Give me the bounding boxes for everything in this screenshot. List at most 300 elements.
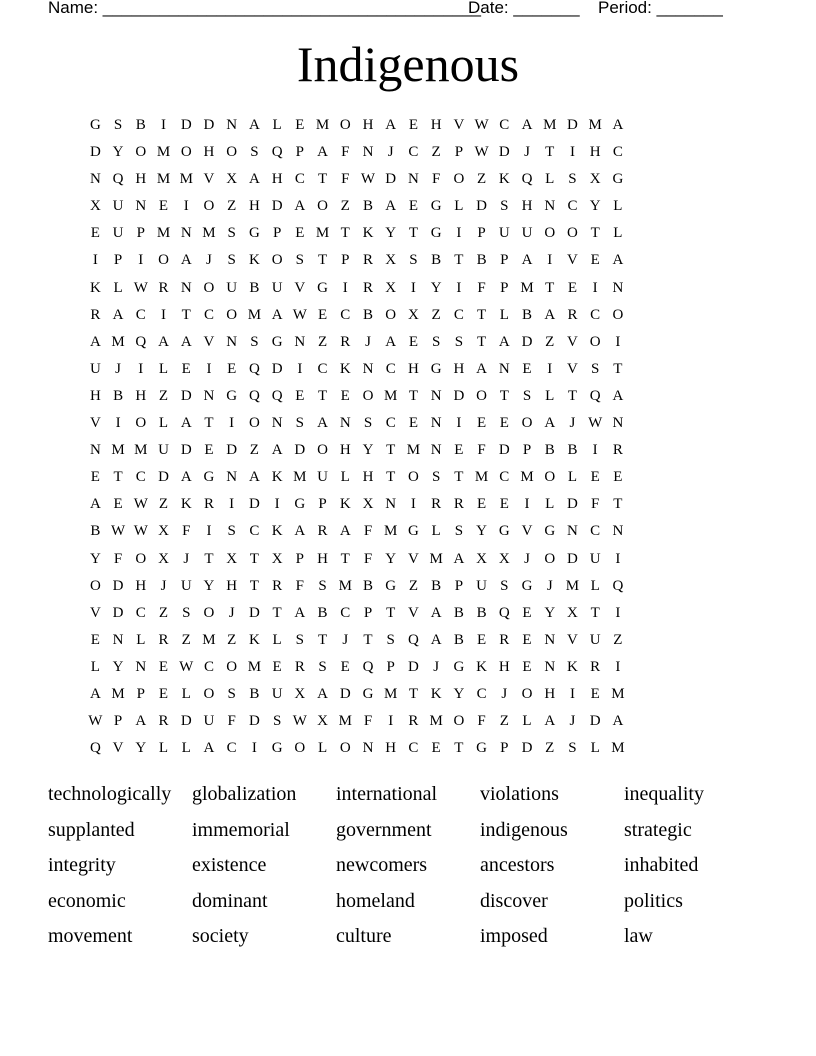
grid-letter: H: [317, 550, 328, 567]
grid-letter: S: [318, 658, 327, 675]
grid-letter: F: [477, 713, 486, 730]
grid-letter: K: [430, 685, 442, 702]
grid-letter: U: [521, 225, 533, 242]
grid-letter: B: [431, 252, 442, 269]
grid-letter: X: [408, 306, 419, 323]
grid-letter: C: [453, 306, 464, 323]
grid-letter: W: [588, 415, 603, 432]
grid-letter: H: [362, 469, 374, 486]
grid-letter: D: [180, 442, 192, 459]
grid-letter: D: [226, 442, 238, 459]
grid-letter: E: [567, 279, 578, 296]
grid-letter: S: [431, 469, 441, 486]
grid-letter: X: [294, 685, 306, 702]
grid-letter: H: [453, 360, 465, 377]
grid-letter: R: [203, 496, 214, 513]
grid-letter: I: [388, 713, 394, 730]
grid-letter: B: [522, 306, 533, 323]
grid-letter: B: [90, 523, 101, 540]
grid-letter: H: [430, 117, 442, 133]
grid-letter: E: [431, 740, 441, 757]
grid-letter: O: [453, 171, 465, 188]
grid-letter: H: [271, 171, 283, 188]
grid-letter: L: [545, 496, 555, 513]
grid-letter: E: [317, 306, 328, 323]
grid-letter: T: [317, 387, 328, 404]
grid-letter: V: [567, 360, 578, 377]
grid-letter: A: [339, 523, 351, 540]
word-bank-row: [48, 815, 768, 851]
grid-letter: B: [362, 198, 373, 215]
grid-letter: E: [181, 360, 191, 377]
grid-letter: B: [567, 442, 578, 459]
grid-letter: L: [431, 523, 441, 540]
grid-letter: M: [338, 577, 352, 594]
grid-letter: J: [524, 144, 530, 161]
grid-letter: S: [182, 604, 191, 621]
grid-letter: G: [612, 171, 624, 188]
grid-letter: M: [156, 144, 171, 161]
grid-letter: N: [430, 387, 442, 404]
grid-letter: M: [247, 658, 262, 675]
grid-letter: K: [339, 360, 351, 377]
grid-letter: T: [386, 442, 396, 459]
grid-letter: C: [499, 469, 510, 486]
grid-letter: S: [227, 252, 236, 269]
grid-letter: U: [589, 631, 601, 648]
grid-letter: E: [408, 117, 418, 133]
grid-letter: G: [476, 740, 487, 757]
grid-letter: T: [317, 171, 328, 188]
grid-letter: D: [271, 198, 283, 215]
grid-letter: T: [545, 279, 555, 296]
grid-letter: Y: [89, 550, 101, 567]
grid-letter: R: [408, 713, 419, 730]
grid-letter: B: [476, 604, 487, 621]
grid-letter: E: [522, 604, 532, 621]
grid-letter: Y: [112, 144, 124, 161]
grid-letter: J: [342, 631, 349, 648]
grid-letter: Z: [499, 713, 509, 730]
grid-letter: B: [317, 604, 328, 621]
grid-letter: Z: [476, 171, 487, 188]
grid-letter: Q: [498, 604, 510, 621]
grid-letter: I: [251, 740, 257, 757]
grid-letter: T: [317, 631, 328, 648]
grid-letter: C: [135, 604, 146, 621]
grid-letter: A: [248, 171, 260, 188]
grid-letter: W: [179, 658, 194, 675]
word-bank-item: culture: [336, 925, 392, 948]
grid-letter: H: [203, 144, 215, 161]
grid-letter: Z: [545, 333, 555, 350]
grid-letter: W: [133, 523, 148, 540]
word-bank-item: technologically: [48, 783, 172, 805]
grid-letter: Y: [544, 604, 556, 621]
grid-letter: P: [295, 550, 304, 567]
grid-letter: D: [521, 740, 533, 757]
grid-letter: B: [453, 631, 464, 648]
grid-letter: R: [158, 631, 169, 648]
grid-letter: V: [408, 604, 419, 621]
grid-letter: A: [89, 333, 101, 350]
grid-letter: C: [317, 360, 328, 377]
grid-letter: G: [248, 225, 260, 242]
grid-letter: G: [294, 496, 306, 513]
grid-letter: T: [340, 550, 350, 567]
grid-letter: T: [204, 415, 214, 432]
grid-letter: Z: [158, 604, 169, 621]
grid-letter: X: [226, 550, 238, 567]
grid-letter: F: [182, 523, 191, 540]
grid-letter: O: [521, 685, 533, 702]
grid-letter: Z: [158, 496, 169, 513]
grid-letter: A: [612, 387, 624, 404]
grid-letter: I: [183, 198, 189, 215]
grid-letter: P: [386, 658, 395, 675]
grid-letter: N: [89, 171, 101, 188]
grid-letter: E: [522, 631, 532, 648]
grid-letter: N: [294, 333, 306, 350]
grid-letter: N: [180, 279, 192, 296]
grid-letter: Z: [613, 631, 623, 648]
grid-letter: Q: [135, 333, 147, 350]
grid-letter: Q: [521, 171, 533, 188]
grid-letter: M: [315, 225, 330, 242]
grid-letter: K: [362, 225, 374, 242]
grid-letter: G: [430, 360, 442, 377]
grid-letter: F: [341, 144, 350, 161]
grid-letter: C: [203, 306, 214, 323]
grid-letter: E: [454, 442, 464, 459]
grid-letter: I: [274, 496, 280, 513]
grid-letter: P: [363, 604, 373, 621]
grid-letter: T: [545, 144, 555, 161]
grid-letter: N: [271, 415, 283, 432]
grid-row: [84, 682, 629, 709]
grid-letter: E: [590, 252, 600, 269]
grid-letter: X: [317, 713, 328, 730]
grid-letter: T: [613, 360, 623, 377]
word-bank-row: [48, 886, 768, 922]
grid-letter: R: [499, 631, 510, 648]
grid-letter: N: [544, 658, 556, 675]
grid-letter: H: [135, 577, 147, 594]
grid-row: [84, 140, 629, 167]
grid-letter: G: [271, 740, 283, 757]
grid-letter: Z: [340, 198, 350, 215]
grid-letter: G: [89, 117, 101, 133]
grid-letter: Y: [385, 225, 397, 242]
grid-letter: L: [272, 631, 282, 648]
grid-letter: I: [410, 496, 416, 513]
grid-letter: M: [202, 225, 216, 242]
grid-letter: M: [384, 685, 398, 702]
grid-letter: J: [206, 252, 212, 269]
grid-row: [84, 276, 629, 303]
grid-letter: O: [339, 117, 351, 133]
grid-letter: O: [135, 144, 147, 161]
worksheet-header: [48, 0, 748, 18]
grid-letter: I: [615, 550, 621, 567]
grid-letter: C: [135, 306, 146, 323]
grid-letter: M: [611, 740, 625, 757]
grid-letter: H: [362, 117, 374, 133]
grid-letter: C: [135, 469, 146, 486]
grid-letter: E: [499, 415, 509, 432]
grid-letter: I: [92, 252, 98, 269]
grid-letter: P: [295, 144, 304, 161]
grid-letter: S: [431, 333, 441, 350]
grid-letter: L: [613, 225, 623, 242]
grid-letter: O: [203, 279, 215, 296]
grid-letter: G: [385, 577, 397, 594]
grid-letter: O: [180, 144, 192, 161]
grid-letter: V: [112, 740, 124, 757]
grid-letter: T: [454, 740, 464, 757]
grid-letter: A: [317, 685, 328, 702]
grid-letter: W: [110, 523, 126, 540]
grid-letter: D: [521, 333, 533, 350]
grid-row: [84, 601, 629, 628]
grid-letter: Z: [227, 198, 237, 215]
grid-letter: W: [474, 117, 489, 133]
grid-letter: O: [226, 144, 238, 161]
grid-letter: C: [340, 306, 351, 323]
grid-letter: I: [569, 685, 575, 702]
grid-letter: U: [203, 713, 215, 730]
grid-letter: D: [203, 117, 215, 133]
grid-letter: P: [341, 252, 350, 269]
grid-letter: I: [161, 306, 167, 323]
grid-letter: D: [567, 550, 578, 567]
grid-letter: I: [229, 496, 235, 513]
grid-letter: V: [453, 117, 465, 133]
grid-letter: V: [89, 604, 101, 621]
grid-letter: S: [500, 198, 509, 215]
grid-letter: P: [500, 740, 509, 757]
grid-letter: L: [499, 306, 509, 323]
grid-letter: O: [271, 252, 283, 269]
grid-letter: W: [474, 144, 489, 161]
grid-letter: R: [272, 577, 283, 594]
grid-letter: C: [249, 523, 260, 540]
grid-letter: C: [567, 198, 578, 215]
grid-letter: T: [408, 387, 418, 404]
grid-letter: Y: [203, 577, 215, 594]
grid-letter: B: [431, 577, 442, 594]
grid-letter: K: [476, 658, 487, 675]
grid-letter: E: [522, 360, 532, 377]
grid-letter: N: [226, 469, 238, 486]
grid-letter: T: [454, 469, 464, 486]
grid-letter: S: [568, 171, 577, 188]
word-bank: [48, 779, 768, 957]
grid-letter: F: [341, 171, 350, 188]
grid-letter: A: [248, 469, 260, 486]
grid-letter: P: [136, 225, 145, 242]
grid-letter: E: [204, 442, 214, 459]
grid-letter: K: [498, 171, 510, 188]
grid-letter: O: [203, 198, 215, 215]
grid-letter: H: [135, 387, 147, 404]
grid-letter: U: [180, 577, 192, 594]
grid-row: [84, 465, 629, 492]
grid-letter: C: [385, 360, 396, 377]
grid-letter: I: [410, 279, 416, 296]
grid-letter: O: [294, 740, 306, 757]
grid-letter: D: [498, 144, 510, 161]
grid-letter: W: [292, 306, 307, 323]
grid-letter: M: [565, 577, 580, 594]
grid-letter: M: [293, 469, 307, 486]
grid-letter: T: [567, 387, 578, 404]
grid-letter: M: [384, 523, 398, 540]
grid-row: [84, 248, 629, 275]
grid-letter: A: [430, 604, 442, 621]
word-bank-item: indigenous: [480, 818, 568, 841]
grid-letter: U: [158, 442, 169, 459]
grid-letter: M: [429, 713, 443, 730]
grid-letter: J: [228, 604, 235, 621]
grid-letter: M: [611, 685, 625, 702]
grid-row: [84, 438, 629, 465]
grid-letter: X: [89, 198, 101, 215]
grid-letter: N: [544, 198, 556, 215]
word-bank-row: [48, 779, 768, 815]
grid-letter: R: [90, 306, 101, 323]
grid-letter: Y: [135, 740, 147, 757]
grid-letter: T: [249, 550, 259, 567]
grid-row: [84, 384, 629, 411]
grid-letter: D: [453, 387, 465, 404]
grid-letter: M: [315, 117, 330, 133]
grid-letter: F: [295, 577, 304, 594]
grid-letter: U: [89, 360, 101, 377]
grid-letter: Y: [385, 550, 397, 567]
grid-letter: X: [271, 550, 283, 567]
grid-letter: V: [203, 171, 215, 188]
grid-letter: A: [89, 496, 101, 513]
grid-letter: C: [340, 604, 351, 621]
grid-letter: A: [612, 252, 624, 269]
grid-letter: J: [546, 577, 553, 594]
grid-letter: R: [590, 658, 601, 675]
grid-letter: D: [180, 713, 192, 730]
grid-letter: A: [476, 360, 487, 377]
grid-letter: E: [295, 387, 305, 404]
grid-letter: Y: [430, 279, 442, 296]
grid-letter: M: [406, 442, 421, 459]
grid-letter: B: [113, 387, 124, 404]
grid-letter: Q: [612, 577, 624, 594]
grid-row: [84, 411, 629, 438]
grid-letter: S: [272, 713, 282, 730]
grid-letter: I: [456, 415, 462, 432]
grid-letter: P: [522, 442, 532, 459]
grid-letter: T: [340, 225, 350, 242]
grid-letter: W: [88, 713, 103, 730]
grid-letter: A: [112, 306, 124, 323]
grid-letter: O: [544, 469, 556, 486]
grid-letter: L: [454, 198, 464, 215]
grid-letter: J: [115, 360, 121, 377]
grid-letter: Z: [158, 387, 169, 404]
grid-letter: D: [248, 496, 260, 513]
grid-letter: F: [227, 713, 236, 730]
grid-letter: B: [476, 252, 487, 269]
grid-letter: R: [612, 442, 623, 459]
grid-letter: C: [590, 523, 601, 540]
grid-letter: D: [498, 442, 510, 459]
grid-letter: K: [180, 496, 192, 513]
grid-letter: V: [567, 252, 578, 269]
grid-letter: M: [384, 387, 398, 404]
grid-letter: L: [613, 198, 623, 215]
grid-letter: O: [158, 252, 169, 269]
grid-letter: D: [567, 117, 578, 133]
grid-letter: A: [544, 713, 556, 730]
grid-letter: C: [294, 171, 305, 188]
grid-letter: O: [362, 387, 374, 404]
grid-row: [84, 221, 629, 248]
grid-letter: O: [589, 333, 601, 350]
grid-letter: T: [476, 333, 487, 350]
grid-letter: G: [271, 333, 283, 350]
grid-letter: U: [271, 279, 283, 296]
grid-letter: E: [158, 685, 169, 702]
word-bank-item: society: [192, 925, 249, 948]
grid-letter: I: [592, 279, 598, 296]
grid-letter: S: [227, 523, 236, 540]
word-bank-item: politics: [624, 889, 683, 912]
grid-letter: L: [158, 415, 169, 432]
grid-letter: A: [180, 469, 192, 486]
grid-letter: H: [248, 198, 260, 215]
grid-letter: C: [385, 415, 396, 432]
grid-letter: T: [613, 496, 623, 513]
grid-letter: N: [339, 415, 351, 432]
grid-letter: C: [499, 117, 510, 133]
grid-letter: A: [158, 333, 169, 350]
grid-letter: N: [430, 442, 442, 459]
word-bank-item: homeland: [336, 889, 415, 912]
grid-letter: A: [248, 117, 260, 133]
grid-letter: S: [295, 252, 304, 269]
grid-letter: K: [271, 523, 283, 540]
grid-letter: Z: [431, 306, 441, 323]
grid-letter: T: [590, 225, 600, 242]
grid-letter: D: [294, 442, 306, 459]
grid-letter: Y: [476, 523, 487, 540]
grid-letter: X: [567, 604, 578, 621]
grid-letter: W: [292, 713, 307, 730]
grid-letter: T: [408, 225, 418, 242]
grid-letter: E: [272, 658, 282, 675]
grid-letter: D: [271, 360, 283, 377]
grid-letter: A: [180, 252, 192, 269]
grid-letter: Z: [317, 333, 328, 350]
grid-letter: Z: [227, 631, 237, 648]
grid-letter: L: [545, 387, 555, 404]
grid-letter: L: [590, 577, 600, 594]
grid-row: [84, 628, 629, 655]
grid-letter: Z: [181, 631, 191, 648]
grid-letter: G: [317, 279, 328, 296]
grid-letter: C: [203, 658, 214, 675]
grid-letter: N: [612, 415, 624, 432]
word-bank-item: ancestors: [480, 854, 555, 877]
